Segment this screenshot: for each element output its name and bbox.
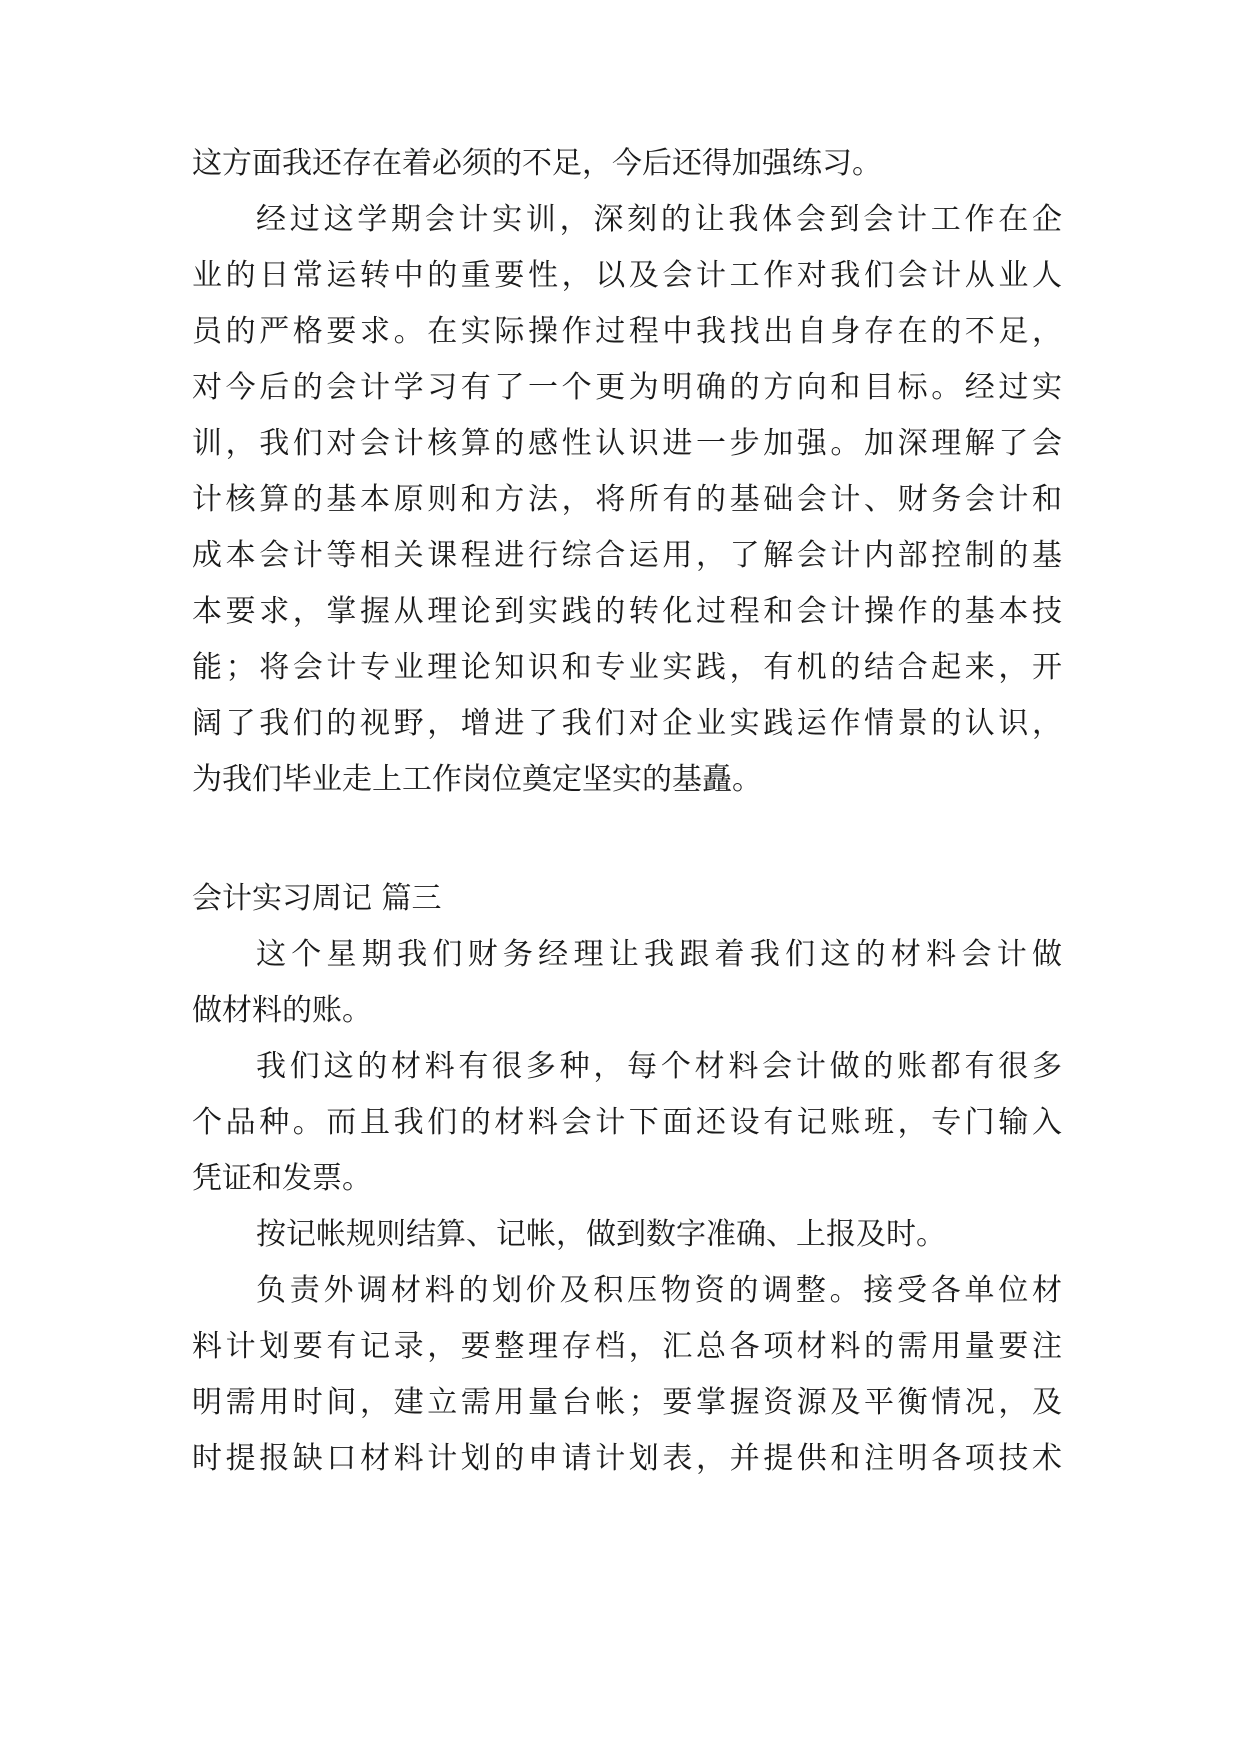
paragraph-line: 负责外调材料的划价及积压物资的调整。接受各单位材 [256, 1273, 1062, 1308]
paragraph-line: 成本会计等相关课程进行综合运用，了解会计内部控制的基 [192, 538, 1062, 573]
paragraph-line: 训，我们对会计核算的感性认识进一步加强。加深理解了会 [192, 426, 1062, 461]
paragraph-line: 料计划要有记录，要整理存档，汇总各项材料的需用量要注 [192, 1329, 1062, 1364]
paragraph-line: 员的严格要求。在实际操作过程中我找出自身存在的不足， [192, 314, 1062, 349]
section-heading: 会计实习周记 篇三 [192, 881, 442, 916]
paragraph-line: 我们这的材料有很多种，每个材料会计做的账都有很多 [256, 1049, 1062, 1084]
paragraph-line: 时提报缺口材料计划的申请计划表，并提供和注明各项技术 [192, 1441, 1062, 1476]
paragraph-line: 本要求，掌握从理论到实践的转化过程和会计操作的基本技 [192, 594, 1062, 629]
paragraph-line: 业的日常运转中的重要性，以及会计工作对我们会计从业人 [192, 258, 1062, 293]
paragraph-line: 个品种。而且我们的材料会计下面还设有记账班，专门输入 [192, 1105, 1062, 1140]
paragraph-line: 阔了我们的视野，增进了我们对企业实践运作情景的认识， [192, 706, 1062, 741]
paragraph-line: 计核算的基本原则和方法，将所有的基础会计、财务会计和 [192, 482, 1062, 517]
paragraph-line: 对今后的会计学习有了一个更为明确的方向和目标。经过实 [192, 370, 1062, 405]
paragraph-line: 明需用时间，建立需用量台帐；要掌握资源及平衡情况，及 [192, 1385, 1062, 1420]
paragraph-line: 经过这学期会计实训，深刻的让我体会到会计工作在企 [256, 202, 1062, 237]
paragraph-line: 这方面我还存在着必须的不足，今后还得加强练习。 [192, 146, 882, 181]
paragraph-line: 为我们毕业走上工作岗位奠定坚实的基矗。 [192, 762, 762, 797]
paragraph-line: 做材料的账。 [192, 993, 372, 1028]
paragraph-line: 能；将会计专业理论知识和专业实践，有机的结合起来，开 [192, 650, 1062, 685]
paragraph-line: 凭证和发票。 [192, 1161, 372, 1196]
paragraph-line: 这个星期我们财务经理让我跟着我们这的材料会计做 [256, 937, 1062, 972]
paragraph-line: 按记帐规则结算、记帐，做到数字准确、上报及时。 [256, 1217, 946, 1252]
